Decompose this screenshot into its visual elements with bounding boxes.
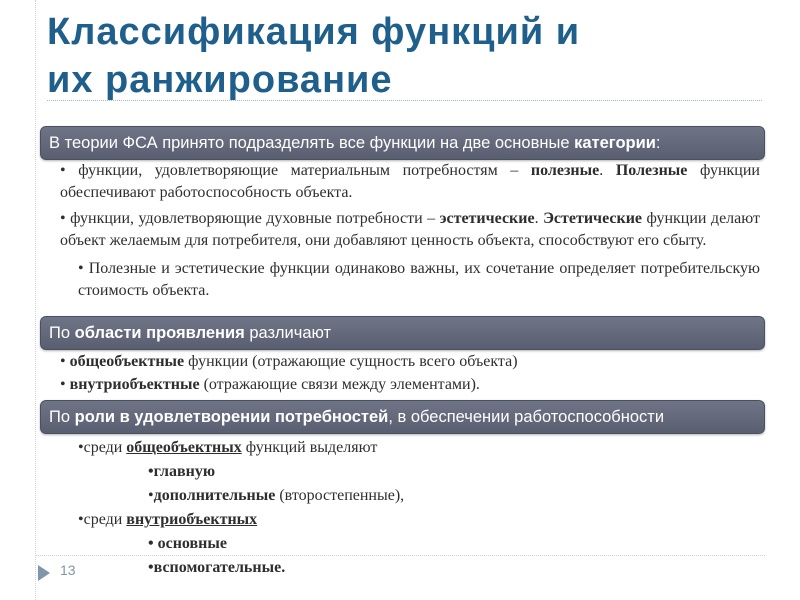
bar2-text-a: По: [49, 324, 75, 342]
bar1-text-a: В теории ФСА принято подразделять все функции на две основные: [49, 134, 575, 152]
p2-text-c: .: [534, 210, 544, 227]
i2-text-b: внутриобъектные: [69, 376, 200, 393]
i1-text-a: •: [60, 353, 70, 370]
bottom-divider: [35, 555, 765, 556]
auxiliary-function-item: •вспомогательные.: [148, 559, 286, 576]
slide-title-line-1: Классификация функций и: [47, 11, 581, 53]
basic-function-item: • основные: [148, 535, 227, 552]
bar3-text-b: роли в удовлетворении потребностей: [74, 408, 389, 426]
category-header-bar: [40, 126, 765, 160]
p1-text-e: функции обеспечивают работоспособность объекта.: [60, 162, 760, 201]
intra-object-item: [60, 373, 760, 396]
l1-text-c: функций выделяют: [241, 439, 378, 456]
l1-text-a: •среди: [78, 439, 127, 456]
left-guide-line: [35, 0, 36, 600]
additional-function-item: [78, 484, 758, 508]
i2-text-a: •: [60, 376, 70, 393]
play-arrow-icon: [38, 565, 50, 581]
p1-text-c: .: [599, 162, 616, 179]
l3-text-a: •: [148, 487, 154, 504]
bar2-text-b: области проявления: [74, 324, 245, 342]
i1-text-b: общеобъектные: [69, 353, 185, 370]
general-object-item: [60, 350, 760, 373]
i1-text-c: функции (отражающие сущность всего объекта): [184, 353, 518, 370]
p1-text-b: полезные: [530, 162, 600, 179]
bar3-text-a: По: [49, 408, 75, 426]
i2-text-c: (отражающие связи между элементами).: [199, 376, 480, 393]
title-divider: [47, 100, 762, 101]
l1-text-b: общеобъектных: [126, 439, 242, 456]
l3-text-b: дополнительные: [153, 487, 276, 504]
bar3-text-c: , в обеспечении работоспособности: [388, 408, 665, 426]
general-object-group: [78, 436, 758, 460]
p2-text-e: функции делают объект желаемым для потребителя, они добавляют ценность объекта, способствуют его сбыту.: [60, 210, 760, 249]
p2-text-d: Эстетические: [543, 210, 643, 227]
page-number: 13: [60, 562, 76, 578]
area-section: [60, 350, 760, 396]
role-section: [78, 436, 758, 580]
area-header-bar: [40, 316, 765, 350]
slide-title: [47, 8, 767, 104]
p1-text-d: Полезные: [615, 162, 688, 179]
l3-text-c: (второстепенные),: [275, 487, 405, 504]
bar1-text-c: :: [655, 134, 661, 152]
bar2-text-c: различают: [244, 324, 332, 342]
slide-title-line-2: их ранжирование: [47, 59, 393, 101]
p2-text-a: • функции, удовлетворяющие духовные потребности –: [60, 210, 440, 227]
p2-text-b: эстетические: [439, 210, 535, 227]
useful-functions-item: [60, 160, 760, 204]
p1-text-a: • функции, удовлетворяющие материальным потребностям –: [60, 162, 531, 179]
l4-text-a: •среди: [78, 511, 127, 528]
l4-text-b: внутриобъектных: [126, 511, 258, 528]
equal-importance-item: • Полезные и эстетические функции одинаково важны, их сочетание определяет потребительскую стоимость объекта.: [78, 260, 760, 299]
main-function-item: •главную: [148, 463, 216, 480]
categories-section: [60, 160, 760, 306]
role-header-bar: [40, 400, 765, 434]
bar1-text-b: категории: [574, 134, 656, 152]
intra-object-group: [78, 508, 758, 532]
aesthetic-functions-item: [60, 208, 760, 252]
